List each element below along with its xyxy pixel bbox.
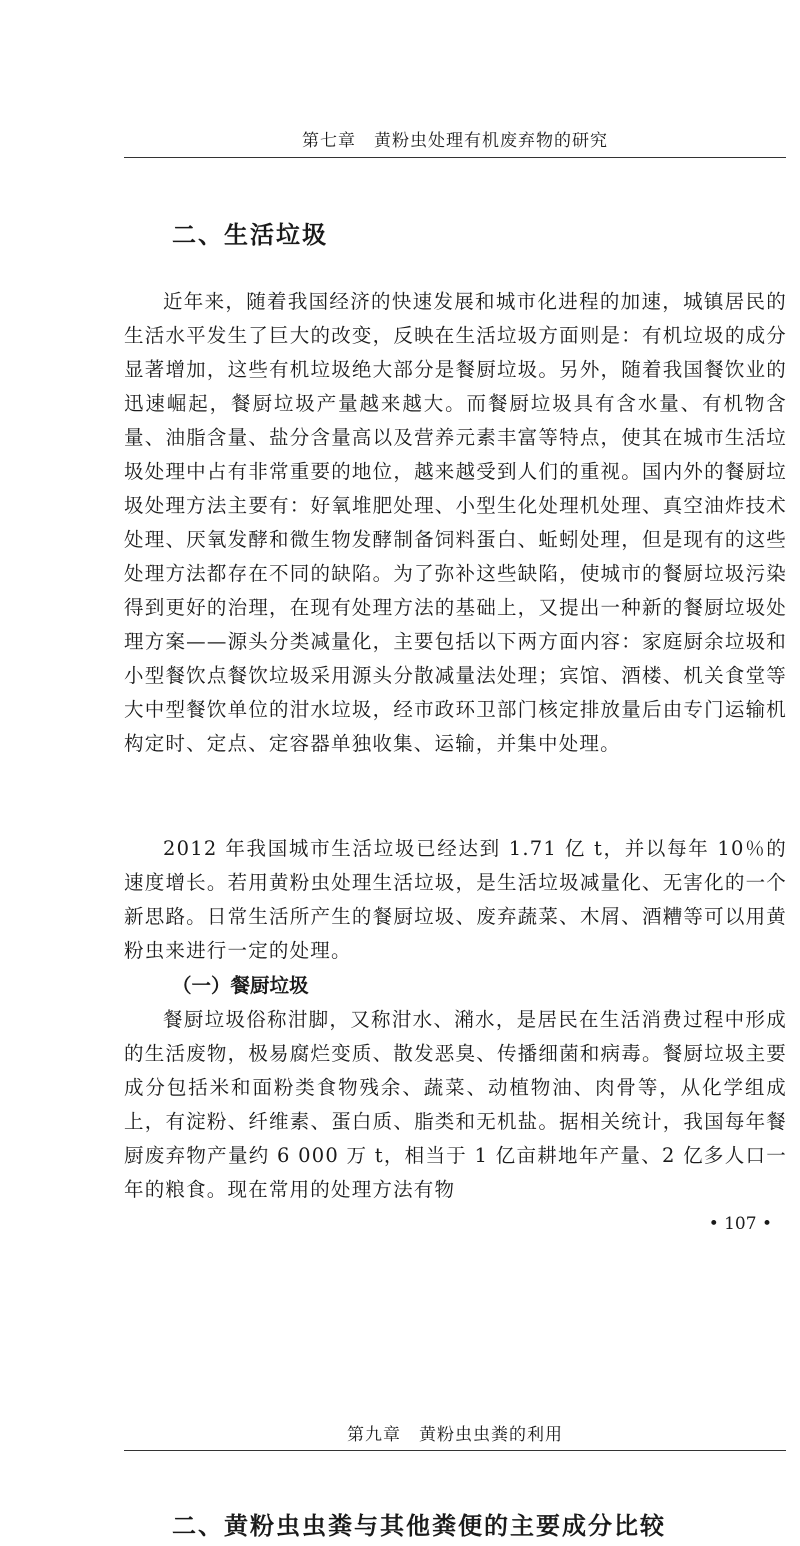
page-number: • 107 • xyxy=(708,1214,772,1234)
running-header-next-page: 第九章 黄粉虫虫粪的利用 xyxy=(347,1425,563,1445)
body-paragraph-2: 2012 年我国城市生活垃圾已经达到 1.71 亿 t，并以每年 10％的速度增长。若用黄粉虫处理生活垃圾，是生活垃圾减量化、无害化的一个新思路。日常生活所产生的餐厨垃圾、废弃蔬菜、木屑、酒糟等可以用黄粉虫来进行一定的处理。 xyxy=(124,837,787,962)
body-paragraph-1: 近年来，随着我国经济的快速发展和城市化进程的加速，城镇居民的生活水平发生了巨大的改变，反映在生活垃圾方面则是：有机垃圾的成分显著增加，这些有机垃圾绝大部分是餐厨垃圾。另外，随着我国餐饮业的迅速崛起，餐厨垃圾产量越来越大。而餐厨垃圾具有含水量、有机物含量、油脂含量、盐分含量高以及营养元素丰富等特点，使其在城市生活垃圾处理中占有非常重要的地位，越来越受到人们的重视。国内外的餐厨垃圾处理方法主要有：好氧堆肥处理、小型生化处理机处理、真空油炸技术处理、厌氧发酵和微生物发酵制备饲料蛋白、蚯蚓处理，但是现有的这些处理方法都存在不同的缺陷。为了弥补这些缺陷，使城市的餐厨垃圾污染得到更好的治理，在现有处理方法的基础上，又提出一种新的餐厨垃圾处理方案——源头分类减量化，主要包括以下两方面内容：家庭厨余垃圾和小型餐饮点餐饮垃圾采用源头分散减量法处理；宾馆、酒楼、机关食堂等大中型餐饮单位的泔水垃圾，经市政环卫部门核定排放量后由专门运输机构定时、定点、定容器单独收集、运输，并集中处理。 xyxy=(124,290,787,755)
subsection-title: （一）餐厨垃圾 xyxy=(172,974,309,997)
header-rule xyxy=(124,157,786,158)
section-title: 二、生活垃圾 xyxy=(172,221,328,249)
running-header: 第七章 黄粉虫处理有机废弃物的研究 xyxy=(302,131,608,151)
subsection-paragraph: 餐厨垃圾俗称泔脚，又称泔水、潲水，是居民在生活消费过程中形成的生活废物，极易腐烂变质、散发恶臭、传播细菌和病毒。餐厨垃圾主要成分包括米和面粉类食物残余、蔬菜、动植物油、肉骨等，从化学组成上，有淀粉、纤维素、蛋白质、脂类和无机盐。据相关统计，我国每年餐厨废弃物产量约 6 000 万 t，相当于 1 亿亩耕地年产量、2 亿多人口一年的粮食。现在常用的处理方法有物 xyxy=(124,1008,787,1201)
header-rule-next-page xyxy=(124,1450,786,1451)
section-title-next-page: 二、黄粉虫虫粪与其他粪便的主要成分比较 xyxy=(172,1512,666,1540)
